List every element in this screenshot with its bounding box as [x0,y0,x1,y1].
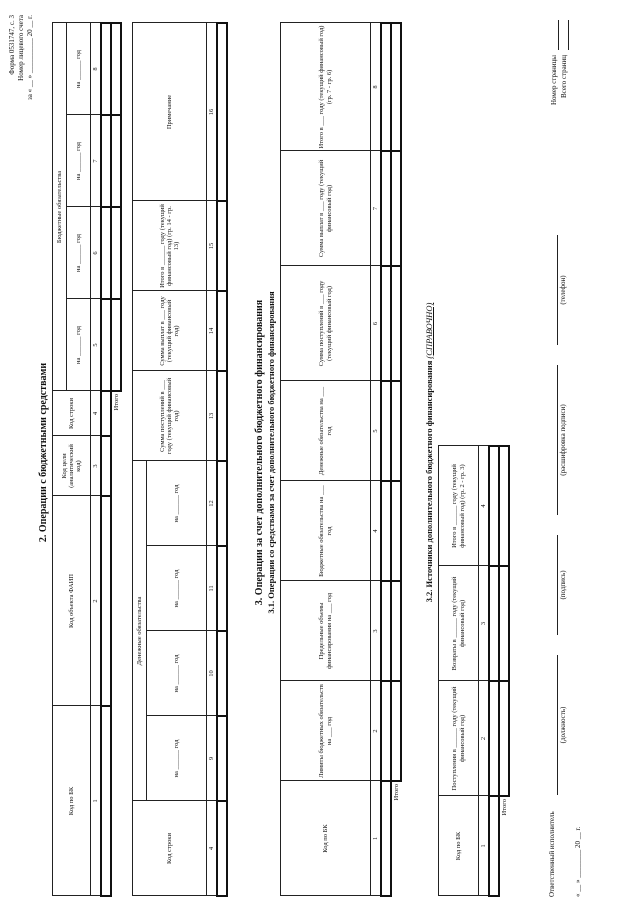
col-budget-obligations: Бюджетные обязательства на ___ год [281,481,371,581]
responsible-label: Ответственный исполнитель [548,811,556,897]
col-bk-code: Код по БК [53,706,91,896]
total-label: Итого [393,784,401,801]
table-row [489,446,499,896]
sub-year: на ______ год [67,299,91,391]
sources-table [438,445,510,897]
col-num: 7 [91,115,102,207]
page-number-line [550,20,559,50]
col-faip-code: Код объекта ФАИП [53,496,91,706]
col-num: 3 [479,566,490,681]
total-row [111,23,121,896]
position-line [548,655,558,795]
col-num: 14 [207,291,218,371]
col-num: 2 [479,681,490,796]
col-num: 8 [371,23,382,151]
table-row [101,23,111,896]
page-number-label: Номер страницы [550,55,558,106]
section-3-2-text: 3.2. Источники дополнительного бюджетного финансирования [424,360,434,603]
section-2-title: 2. Операции с бюджетными средствами [38,362,49,543]
col-num: 3 [91,436,102,496]
sub-year: на ______ год [67,207,91,299]
col-num: 6 [91,207,102,299]
phone-caption: (телефон) [559,275,567,305]
col-total: Итого в ______ году (текущий финансовый год) (гр. 2 - гр. 3) [439,446,479,566]
decoding-caption: (расшифровка подписи) [559,404,567,476]
col-num: 8 [91,23,102,115]
col-num: 5 [91,299,102,391]
group-monetary-obligations: Денежные обязательства [133,461,147,801]
table-row [217,23,227,896]
col-payments: Сумма выплат в ___ году (текущий финансовый год) [281,151,371,266]
sub-year: на ______ год [147,461,207,546]
col-num: 13 [207,371,218,461]
col-num: 2 [371,681,382,781]
col-num: 4 [207,801,218,896]
report-date: за « __ » __________ 20 __ г. [26,15,34,100]
col-target-code: Код цели (аналитический код) [53,436,91,496]
total-row [391,23,401,896]
group-budget-obligations: Бюджетные обязательства [53,23,67,391]
col-num: 16 [207,23,218,201]
col-num: 1 [371,781,382,896]
signature-line [548,535,558,635]
monetary-obligations-table [132,22,228,897]
section-3-1-title: 3.1. Операции со средствами за счет дополнительного бюджетного финансирования [266,291,276,614]
col-num: 12 [207,461,218,546]
col-num: 6 [371,266,382,381]
sub-year: на ______ год [147,546,207,631]
signature-caption: (подпись) [559,570,567,600]
total-label: Итого [501,799,509,816]
col-total: Итого в ___ году (текущий финансовый год) (гр. 7 - гр. 6) [281,23,371,151]
col-note: Примечание [133,23,207,201]
form-number: Форма 0531747, с. 3 [8,15,16,75]
col-payments: Сумма выплат в ___ году (текущий финансовый год) [133,291,207,371]
col-max-volumes: Предельные объемы финансирования на ___ год [281,581,371,681]
col-bk-code: Код по БК [439,796,479,896]
phone-line [548,235,558,345]
additional-financing-table [280,22,402,897]
sub-year: на ______ год [67,115,91,207]
col-num: 7 [371,151,382,266]
footer-date: « __ » ________ 20 __ г. [574,826,582,897]
col-num: 10 [207,631,218,716]
col-num: 11 [207,546,218,631]
section-3-2-title [424,0,434,905]
total-label: Итого [113,394,121,411]
account-number-label: Номер лицевого счета [17,15,25,81]
decoding-line [548,365,558,515]
section-3-title: 3. Операции за счет дополнительного бюджетного финансирования [254,299,265,606]
sub-year: на ______ год [147,716,207,801]
pages-total-label: Всего страниц [560,55,568,99]
col-num: 4 [479,446,490,566]
sub-year: на ______ год [147,631,207,716]
col-receipts: Поступления в ______ году (текущий финансовый год) [439,681,479,796]
col-bk-code: Код по БК [281,781,371,896]
col-num: 4 [371,481,382,581]
total-row [499,446,509,896]
col-receipts: Сумма поступлений в ___ году (текущий финансовый год) [133,371,207,461]
col-total: Итого в ______ году (текущий финансовый год) (гр. 14 - гр. 13) [133,201,207,291]
col-num: 3 [371,581,382,681]
col-num: 15 [207,201,218,291]
col-num: 1 [91,706,102,896]
col-returns: Возвраты в ______ году (текущий финансовый год) [439,566,479,681]
section-3-2-note: (СПРАВОЧНО) [424,302,434,359]
col-num: 1 [479,796,490,896]
position-caption: (должность) [559,706,567,744]
table-row [381,23,391,896]
col-limits: Лимиты бюджетных обязательств на ___ год [281,681,371,781]
col-receipts: Сумма поступлений в ___ году (текущий финансовый год) [281,266,371,381]
budget-operations-table [52,22,122,897]
col-num: 2 [91,496,102,706]
col-num: 9 [207,716,218,801]
sub-year: на ______ год [67,23,91,115]
col-row-code: Код строки [53,391,91,436]
col-row-code: Код строки [133,801,207,896]
col-num: 4 [91,391,102,436]
col-num: 5 [371,381,382,481]
pages-total-line [560,20,569,50]
col-monetary-obligations: Денежные обязательства на ___ год [281,381,371,481]
